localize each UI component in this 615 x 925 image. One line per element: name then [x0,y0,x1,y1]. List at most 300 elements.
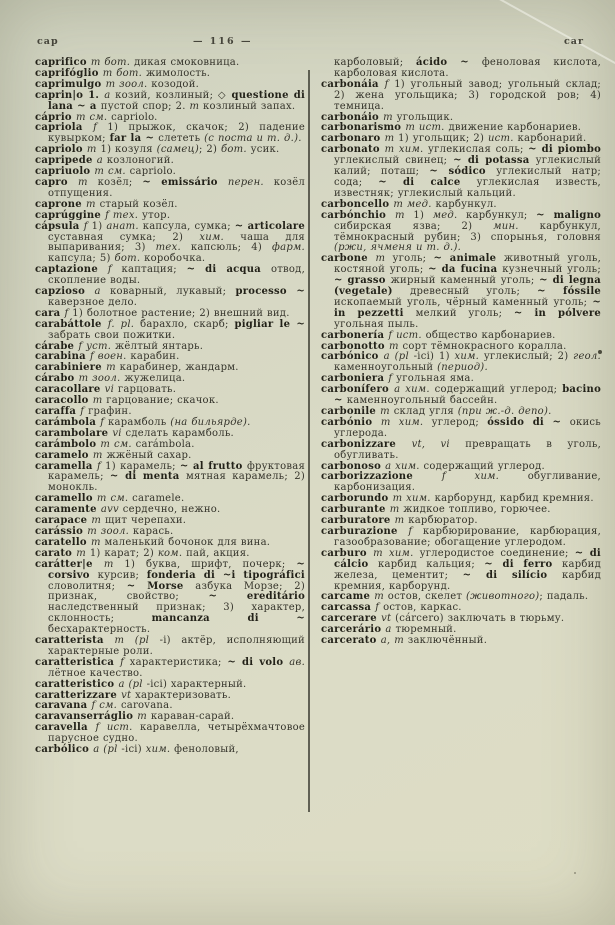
entry-text: суставная сумка; 2) [48,231,200,243]
grammar-label: f [375,602,384,614]
headword: carburo [321,547,374,559]
entry-text: карбункул. [435,198,497,210]
entry-text: fonderia di ~i tipográfici [146,569,305,581]
grammar-label: m [92,449,107,461]
text-block [35,58,601,756]
grammar-label: хим. [145,744,175,756]
entry-text: карбункул; [466,209,537,221]
headword: carbonífero [321,384,395,396]
headword: caratterizzare [35,689,122,701]
dictionary-entry [35,723,305,745]
entry-text: угольщик. [396,111,454,123]
entry-text: far la ~ [109,133,159,145]
entry-text: угольная пыль. [334,318,419,330]
entry-text: карбид железа, цементит; [334,558,601,581]
grammar-label: m [106,362,120,374]
dictionary-entry [321,549,601,593]
grammar-label: перен. [227,176,274,188]
grammar-label: m [388,340,403,352]
grammar-label: m [395,209,414,221]
entry-text: дикая смоковница. [134,57,240,68]
headword: carbonarismo [321,122,406,134]
headword: caprifico [35,57,91,68]
entry-text: отвод, скопление воды. [48,264,306,287]
grammar-label: m см. [75,111,112,123]
entry-text: ~ di ferro [484,558,563,570]
grammar-label: ав. [289,656,306,668]
headword: carbonáia [321,78,385,90]
entry-text: обугливание, карбонизация. [334,471,601,494]
headword: carámbola [35,416,101,428]
entry-text: словолитня; [48,580,127,592]
entry-text: ácido ~ [416,57,482,68]
dictionary-entry [321,472,601,494]
entry-text: азбука Морзе; 2) признак, свойство; [48,580,305,603]
entry-text: содержащий углерод; [434,384,563,396]
grammar-label: ком. [157,547,187,559]
headword: carburatore [321,515,395,527]
headword: carámbolo [35,438,101,450]
grammar-label: a хим. [394,384,435,396]
headword: carborundo [321,493,393,505]
headword: cáprio [35,111,76,123]
entry-text: ~ di volo [227,656,290,668]
dictionary-entry [35,636,305,658]
grammar-label: тех. [155,242,191,254]
headword: caravanserráglio [35,711,138,723]
headword: carbónchio [321,209,395,221]
entry-text: графин. [88,406,132,417]
entry-text: pigliar le ~ [234,318,305,330]
dictionary-entry [35,745,305,756]
entry-text: козёл; [97,176,143,188]
entry-text: остов, скелет [387,591,467,603]
entry-text: ~ corsivo [48,558,306,581]
entry-text: старый козёл. [99,198,178,210]
entry-text: жимолость. [145,67,211,79]
grammar-label: f хим. [441,471,528,483]
entry-text: утор. [141,209,171,221]
entry-text: углекислая известь, известняк; углекислый кальций. [334,176,601,199]
dictionary-entry [321,211,601,255]
grammar-label: f [100,416,109,428]
entry-text: ~ animale [433,253,504,265]
headword: caravana [35,700,92,712]
page-number: — 116 — [193,36,253,47]
grammar-label: m зоол. [87,525,133,537]
grammar-label: m [137,711,151,723]
headword: caracollare [35,384,105,396]
grammar-label: m [77,176,98,188]
headword: carbonile [321,406,381,417]
headword: captazione [35,264,108,276]
grammar-label: f [80,406,89,417]
entry-text: óssido di ~ [487,416,570,428]
entry-text: ~ sódico [429,166,497,178]
grammar-label: f [408,525,423,537]
guide-word-right: car [564,36,584,47]
entry-text: капсула; 5) [48,253,115,265]
grammar-label: m [189,100,204,112]
grammar-label: m зоол. [78,373,125,385]
grammar-label: (самец) [156,144,199,156]
headword: carbonería [321,329,389,341]
grammar-label: a [385,624,396,636]
entry-text: коробочка. [144,253,206,265]
entry-text: ~ in pólvere [513,307,601,319]
headword: carbónio [321,416,381,428]
entry-text: карбункул, тёмнокрасный рубин; 3) спорынья, головня [334,220,601,243]
entry-text: каравелла, четырёхмачтовое парусное судно. [48,722,306,745]
headword: carcassa [321,602,376,614]
entry-text: чаша для выпаривания; 3) [48,231,305,254]
entry-text: козодой. [151,78,200,90]
grammar-label: m [375,253,393,265]
entry-text: мятная карамель; 2) монокль. [48,471,305,494]
grammar-label: (при ж.-д. депо). [457,406,552,417]
entry-text: заключённый. [407,635,488,647]
headword: carbone [321,253,376,265]
headword: cara [35,307,65,319]
headword: carboniera [321,373,389,385]
grammar-label: (на бильярде). [170,416,251,428]
grammar-label: f [388,373,397,385]
grammar-label: m [76,547,90,559]
headword: carabiniere [35,362,107,374]
entry-text: забрать свои пожитки. [48,329,176,341]
entry-text: углекислая соль; [428,144,529,156]
paper-speck [574,872,576,874]
dictionary-entry [321,527,601,549]
grammar-label: a (pl [93,744,122,756]
entry-text: углекислый; 2) [483,351,574,363]
entry-text: углерод; [431,416,488,428]
entry-text: содержащий углерод. [423,460,545,472]
grammar-label: m [383,111,397,123]
grammar-label: vt [121,689,136,701]
headword: caratello [35,536,91,548]
entry-text: ; 2) [198,144,222,156]
headword: carabáttole [35,318,108,330]
entry-text: 1) [413,209,433,221]
entry-text: ~ da fucina [428,264,503,276]
grammar-label: m см. [100,438,136,450]
dictionary-entry [35,320,305,342]
grammar-label: f [107,264,122,276]
headword: carboncello [321,198,394,210]
grammar-label: хим. [199,231,241,243]
grammar-label: f ист. [95,722,140,734]
headword: cápsula [35,220,84,232]
grammar-label: хим. [454,351,484,363]
headword: carbonoso [321,460,386,472]
entry-text: ~ di acqua [186,264,271,276]
entry-text: bacino ~ [334,384,601,407]
headword: carbonaro [321,133,385,145]
headword: carato [35,547,77,559]
entry-text: превращать в уголь, обугливать. [334,438,601,461]
entry-text: углекислый свинец; [334,155,454,167]
entry-text: жидкое топливо, горючее. [403,504,551,516]
entry-text: сделать карамболь. [125,427,234,439]
headword: carborizzazione [321,471,442,483]
headword: capriola [35,122,94,134]
grammar-label: m [103,558,125,570]
grammar-label: vi [104,384,118,396]
grammar-label: f. pl. [107,318,141,330]
entry-text: кузнечный уголь; [502,264,601,276]
headword: carbónico [321,351,384,363]
headword: carcerário [321,624,386,636]
entry-text: карамболь [108,416,171,428]
dictionary-entry [321,440,601,462]
headword: caprone [35,198,87,210]
headword: carássio [35,525,88,537]
entry-text: жужелица. [124,373,186,385]
dictionary-entry [35,265,305,287]
entry-text: carovana. [120,700,173,712]
entry-text: козлоногий. [106,155,175,167]
dictionary-entry [35,658,305,680]
entry-text: слететь [158,133,205,145]
grammar-label: m [91,515,105,527]
entry-text: остов, каркас. [383,602,462,614]
grammar-label: vt [381,613,396,625]
entry-text: животный уголь, костяной уголь; [334,253,602,276]
grammar-label: f [384,78,395,90]
entry-text: (cárcero) заключать в тюрьму. [395,613,565,625]
entry-text: пай, акция. [186,547,250,559]
entry-text: 1) карамель; [105,460,180,472]
headword: carabina [35,351,90,363]
entry-text: каменноугольный бассейн. [346,395,498,407]
grammar-label: m бот. [102,67,146,79]
entry-text: гарцование; скачок. [106,395,219,407]
grammar-label: m мед. [393,198,436,210]
headword: caraffa [35,406,81,417]
grammar-label: (период). [437,362,488,374]
left-column [35,58,305,756]
headword: caramelo [35,449,93,461]
entry-text: феноловая кислота, карболовая кислота. [334,57,601,79]
dictionary-entry [35,222,305,266]
grammar-label: m зоол. [105,78,152,90]
dictionary-entry [35,462,305,495]
headword: caprin|o 1. [35,89,105,101]
headword: capzioso [35,286,95,298]
entry-text: каверзное дело. [48,296,138,308]
grammar-label: f [120,656,130,668]
grammar-label: m [92,395,107,407]
headword: carbonotto [321,340,389,352]
entry-text: окись углерода. [334,416,601,439]
grammar-label: анат. [106,220,143,232]
entry-text: ~ in pezzetti [334,296,601,319]
grammar-label: геол. [573,351,601,363]
headword: caravella [35,722,96,734]
headword: carburante [321,504,390,516]
entry-text: ~ Morse [126,580,196,592]
entry-text: ~ di cálcio [334,547,601,570]
grammar-label: m хим. [392,493,435,505]
entry-text: ~ di piombo [528,144,601,156]
dictionary-entry [321,418,601,440]
entry-text: жирный каменный уголь; [390,275,540,287]
headword: carbonáio [321,111,384,123]
entry-text: общество карбонариев. [425,329,556,341]
entry-text: 1) угольный завод; угольный склад; 2) жена угольщика; 3) городской ров; 4) темница. [334,78,601,112]
dictionary-entry [321,385,601,407]
grammar-label: a (pl [383,351,414,363]
entry-text: ~ al frutto [179,460,247,472]
entry-text: carámbola. [135,438,195,450]
grammar-label: f ист. [388,329,426,341]
entry-text: карбид кальция; [378,558,485,570]
entry-text: уголь; [392,253,434,265]
headword: carbólico [35,744,94,756]
entry-text: карабинер, жандарм. [119,362,239,374]
entry-text: 1) буква, шрифт, почерк; [124,558,297,570]
grammar-label: a [94,286,110,298]
entry-text: карась. [132,525,174,537]
grammar-label: vi [112,427,126,439]
grammar-label: f [93,122,108,134]
entry-text: движение карбонариев. [448,122,582,134]
headword: carambolare [35,427,113,439]
entry-text: карбид кремния, карборунд. [334,569,601,592]
grammar-label: a хим. [385,460,424,472]
headword: capriolo [35,144,87,156]
grammar-label: (с поста и т. д.). [204,133,302,145]
entry-text: карбонарий. [517,133,587,145]
headword: cárabe [35,340,79,352]
entry-text: коварный, лукавый; [110,286,236,298]
entry-text: ; падаль. [539,591,589,603]
headword: capriuolo [35,166,95,178]
entry-text: тюремный. [395,624,457,636]
entry-text: капсула, сумка; [142,220,235,232]
entry-text: ~ di legna (vegetale) [334,275,602,298]
headword: caratterista [35,635,115,647]
entry-text: щит черепахи. [104,515,187,527]
grammar-label: (животного) [466,591,540,603]
entry-text: карбюратор. [408,515,478,527]
headword: caracollo [35,395,93,407]
grammar-label: a (pl [118,678,147,690]
entry-text: mancanza di ~ [151,613,305,625]
headword: carcerare [321,613,382,625]
headword: caratteristica [35,656,121,668]
headword: carcame [321,591,375,603]
entry-text: карабин. [130,351,180,363]
headword: carbonato [321,144,385,156]
entry-text: ~ maligno [536,209,602,221]
dictionary-entry [35,123,305,145]
grammar-label: m [86,198,100,210]
entry-text: 1) [91,220,107,232]
dictionary-entry [321,254,601,330]
grammar-label: a, m [380,635,408,647]
dictionary-entry [321,352,601,374]
headword: capro [35,176,78,188]
right-column [321,58,601,756]
grammar-label: f см. [91,700,121,712]
grammar-label: бот. [221,144,251,156]
headword: carátter|e [35,558,104,570]
entry-text: 1) болотное растение; 2) внешний вид. [72,307,290,319]
entry-text: козёл отпущения. [48,176,306,199]
grammar-label: f уст. [78,340,115,352]
entry-text: наследственный признак; 3) характер, склонность; [48,602,305,625]
headword: caprimulgo [35,78,106,90]
entry-text: ископаемый уголь, чёрный каменный уголь; [334,296,593,308]
grammar-label: m (pl [114,635,160,647]
entry-text: пустой спор; 2. [100,100,190,112]
entry-text: козий, козлиный; ◇ [115,89,232,101]
entry-text: processo ~ [235,286,306,298]
entry-text: каптация; [121,264,187,276]
grammar-label: мин. [493,220,540,232]
entry-text: 1) карат; 2) [89,547,158,559]
entry-text: ~ emissário [142,176,228,188]
grammar-label: f [83,220,92,232]
entry-text: гарцовать. [117,384,177,396]
entry-text: карболовый; [334,57,417,68]
entry-text: -ici) 1) [413,351,455,363]
grammar-label: f тех. [105,209,142,221]
entry-text: углекислый натр; сода; [334,166,601,188]
guide-word-left: cap [37,36,59,47]
grammar-label: m хим. [380,416,432,428]
entry-text: углекислый калий; поташ; [334,155,601,178]
entry-text: усик. [250,144,280,156]
entry-text: ~ fóssile [537,286,601,298]
entry-text: мелкий уголь; [415,307,514,319]
entry-text: курсив; [97,569,147,581]
dictionary-entry [35,287,305,309]
entry-text: фруктовая карамель; [48,460,306,483]
entry-text: бесхарактерность. [48,624,151,636]
entry-text: 1) козуля [100,144,157,156]
entry-text: феноловый, [174,744,239,756]
grammar-label: бот. [114,253,145,265]
entry-text: характеристика; [129,656,228,668]
entry-text: маленький бочонок для вина. [104,536,271,548]
entry-text: угольная яма. [396,373,475,385]
entry-text: -ici) характерный. [146,678,247,690]
headword: cárabo [35,373,79,385]
dictionary-entry [321,145,601,200]
headword: caramente [35,504,101,516]
entry-text: -i) актёр, исполняющий характерные роли. [48,635,305,657]
entry-text: углеродистое соединение; [419,547,575,559]
headword: carcerato [321,635,381,647]
grammar-label: m [384,133,399,145]
grammar-label: мед. [432,209,467,221]
entry-text: caramele. [132,493,185,505]
dictionary-entry [35,178,305,200]
entry-text: характеризовать. [135,689,232,701]
headword: capripede [35,155,97,167]
grammar-label: m хим. [373,547,420,559]
grammar-label: m см. [96,493,133,505]
grammar-label: m [86,144,101,156]
entry-text: сибирская язва; 2) [334,220,494,232]
grammar-label: f воен. [90,351,131,363]
headword: caprúggine [35,209,106,221]
grammar-label: f [97,460,106,472]
headword: carbonizzare [321,438,412,450]
